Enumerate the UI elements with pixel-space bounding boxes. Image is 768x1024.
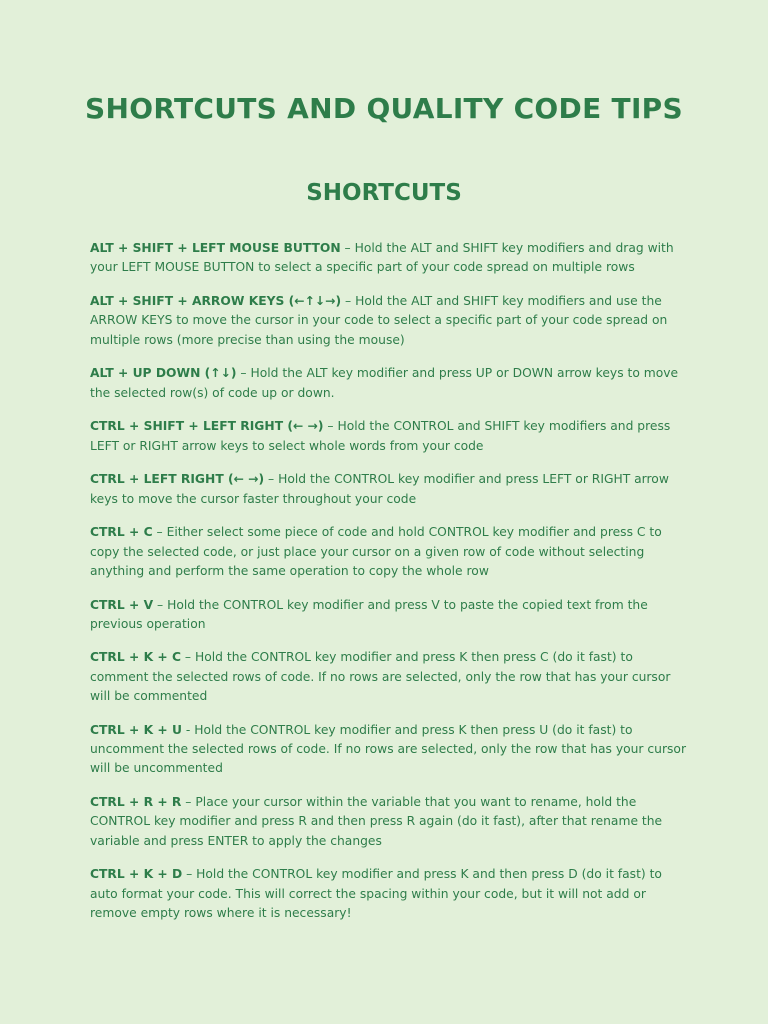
shortcut-keys: ALT + SHIFT + LEFT MOUSE BUTTON — [90, 241, 341, 255]
shortcut-keys: CTRL + K + C — [90, 650, 182, 665]
shortcut-item — [90, 596, 690, 635]
shortcut-item — [90, 793, 690, 851]
shortcut-keys: ALT + SHIFT + ARROW KEYS (←↑↓→) — [90, 293, 342, 308]
shortcut-item — [90, 648, 690, 706]
shortcut-item — [90, 417, 690, 456]
shortcut-item — [90, 364, 690, 403]
shortcut-description: – Hold the ALT and SHIFT key modifiers and use the ARROW KEYS to move the cursor in your code to select a specific part of your code spread on multiple rows (more precise than using the mouse) — [90, 293, 668, 347]
shortcut-keys: CTRL + K + U — [90, 722, 182, 737]
shortcut-keys: CTRL + SHIFT + LEFT RIGHT (← →) — [90, 419, 324, 434]
shortcut-description: – Hold the CONTROL key modifier and press K and then press D (do it fast) to auto format your code. This will correct the spacing within your code, but it will not add or remove empty rows where it is necessary! — [90, 867, 662, 920]
shortcut-description: – Hold the ALT key modifier and press UP or DOWN arrow keys to move the selected row(s) of code up or down. — [90, 366, 679, 400]
shortcut-item — [90, 865, 690, 923]
shortcut-description: – Hold the CONTROL key modifier and press K then press C (do it fast) to comment the selected rows of code. If no rows are selected, only the row that has your cursor will be commented — [90, 650, 671, 704]
shortcut-item — [90, 470, 690, 509]
shortcut-description: – Hold the CONTROL and SHIFT key modifiers and press LEFT or RIGHT arrow keys to select whole words from your code — [90, 419, 671, 453]
shortcut-keys: CTRL + C — [90, 525, 153, 540]
shortcut-list — [90, 239, 690, 938]
shortcut-description: – Hold the ALT and SHIFT key modifiers and drag with your LEFT MOUSE BUTTON to select a specific part of your code spread on multiple rows — [90, 241, 674, 275]
shortcut-description: – Place your cursor within the variable that you want to rename, hold the CONTROL key modifier and press R and then press R again (do it fast), after that rename the variable and press ENTER to apply the changes — [90, 795, 663, 848]
shortcut-keys: CTRL + LEFT RIGHT (← →) — [90, 472, 265, 487]
section-title: SHORTCUTS — [306, 180, 462, 206]
shortcut-keys: CTRL + R + R — [90, 795, 182, 810]
shortcut-item — [90, 721, 690, 779]
page-title: SHORTCUTS AND QUALITY CODE TIPS — [85, 92, 683, 125]
shortcut-description: – Hold the CONTROL key modifier and press V to paste the copied text from the previous operation — [90, 597, 648, 631]
shortcut-description: – Hold the CONTROL key modifier and press LEFT or RIGHT arrow keys to move the cursor faster throughout your code — [90, 472, 669, 506]
shortcut-keys: CTRL + K + D — [90, 867, 183, 882]
shortcut-item — [90, 292, 690, 350]
shortcut-description: – Either select some piece of code and hold CONTROL key modifier and press C to copy the selected code, or just place your cursor on a given row of code without selecting anything and perform the same operation to copy the whole row — [90, 525, 662, 578]
shortcut-item — [90, 239, 690, 278]
shortcut-item — [90, 523, 690, 581]
shortcut-description: - Hold the CONTROL key modifier and press K then press U (do it fast) to uncomment the selected rows of code. If no rows are selected, only the row that has your cursor will be uncommented — [90, 722, 686, 776]
shortcut-keys: CTRL + V — [90, 597, 154, 612]
shortcut-keys: ALT + UP DOWN (↑↓) — [90, 366, 237, 381]
